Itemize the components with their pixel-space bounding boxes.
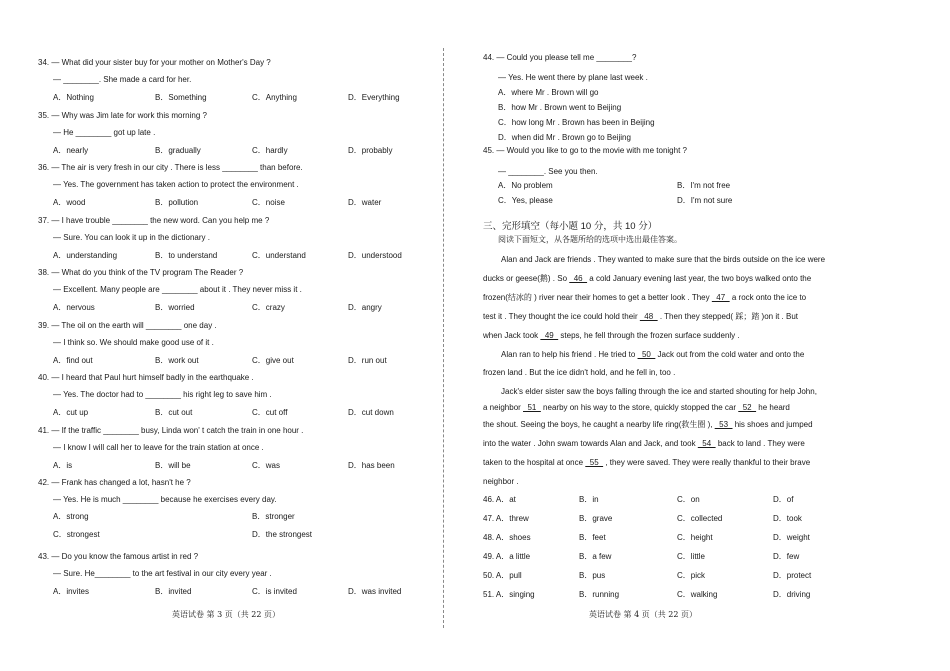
question-text: 39. — The oil on the earth will ________ one day . xyxy=(38,321,217,330)
passage-line: Alan and Jack are friends . They wanted to make sure that the birds outside on the ice were xyxy=(501,255,826,264)
cloze-blank: 51 xyxy=(523,403,541,412)
cloze-blank: 48 xyxy=(639,312,658,321)
passage-line: test it . They thought the ice could hold their 48 . Then they stepped( 踩；踏 )on it . But xyxy=(483,312,799,321)
option: C．strongest xyxy=(53,530,100,539)
option: C．is invited xyxy=(252,587,297,596)
cloze-option: C．pick xyxy=(677,571,706,580)
option: A．find out xyxy=(53,356,93,365)
answer-line: — Excellent. Many people are ________ about it . They never miss it . xyxy=(53,285,302,294)
cloze-blank: 54 xyxy=(697,439,716,448)
answer-line: — He ________ got up late . xyxy=(53,128,156,137)
column-divider xyxy=(443,48,444,628)
question-text: 41. — If the traffic ________ busy, Linda won' t catch the train in one hour . xyxy=(38,426,304,435)
passage-line: ducks or geese(鹅) . So 46 a cold January evening last year, the two boys walked onto the xyxy=(483,274,812,283)
answer-line: — Yes. He went there by plane last week . xyxy=(498,73,648,82)
option: D．probably xyxy=(348,146,393,155)
cloze-option: D．of xyxy=(773,495,794,504)
option: B．to understand xyxy=(155,251,218,260)
passage-line: frozen(结冰的 ) river near their homes to get a better look . They 47 a rock onto the ice to xyxy=(483,293,807,302)
question-text: 43. — Do you know the famous artist in red ? xyxy=(38,552,199,561)
cloze-option: B．grave xyxy=(579,514,613,523)
passage-line: a neighbor 51 nearby on his way to the store, quickly stopped the car 52 he heard xyxy=(483,403,790,412)
option: B．work out xyxy=(155,356,199,365)
option: A．No problem xyxy=(498,181,553,190)
cloze-option: 50. A．pull xyxy=(483,571,522,580)
passage-line: frozen land . But the ice didn't hold, and he fell in, too . xyxy=(483,368,676,377)
option: C．understand xyxy=(252,251,306,260)
option: A．wood xyxy=(53,198,86,207)
option: D．when did Mr . Brown go to Beijing xyxy=(498,133,631,142)
option: A．is xyxy=(53,461,73,470)
option: C．hardly xyxy=(252,146,288,155)
option: A．where Mr . Brown will go xyxy=(498,88,599,97)
cloze-option: B．running xyxy=(579,590,620,599)
question-text: 35. — Why was Jim late for work this morning ? xyxy=(38,111,207,120)
cloze-option: D．took xyxy=(773,514,802,523)
passage-line: when Jack took 49 steps, he fell through the frozen surface suddenly . xyxy=(483,331,740,340)
answer-line: — Sure. He________ to the art festival in our city every year . xyxy=(53,569,272,578)
option: C．crazy xyxy=(252,303,285,312)
cloze-blank: 52 xyxy=(738,403,757,412)
answer-line: — I know I will call her to leave for the train station at once . xyxy=(53,443,264,452)
option: B．stronger xyxy=(252,512,295,521)
option: C．give out xyxy=(252,356,294,365)
question-text: 45. — Would you like to go to the movie with me tonight ? xyxy=(483,146,687,155)
cloze-option: C．on xyxy=(677,495,700,504)
option: D．cut down xyxy=(348,408,394,417)
cloze-option: C．height xyxy=(677,533,713,542)
option: D．run out xyxy=(348,356,387,365)
passage-line: Alan ran to help his friend . He tried to 50 Jack out from the cold water and onto the xyxy=(501,350,805,359)
cloze-option: C．walking xyxy=(677,590,718,599)
passage-line: taken to the hospital at once 55 , they were saved. They were really thankful to their brave xyxy=(483,458,811,467)
page-footer-right: 英语试卷 第 4 页（共 22 页） xyxy=(589,610,697,619)
answer-line: — Yes. He is much ________ because he exercises every day. xyxy=(53,495,277,504)
option: B．I'm not free xyxy=(677,181,731,190)
option: B．cut out xyxy=(155,408,193,417)
cloze-option: C．collected xyxy=(677,514,723,523)
cloze-option: 47. A．threw xyxy=(483,514,529,523)
passage-line: Jack's elder sister saw the boys falling through the ice and started shouting for help John, xyxy=(501,387,817,396)
option: B．pollution xyxy=(155,198,199,207)
answer-line: — Sure. You can look it up in the dictionary . xyxy=(53,233,210,242)
cloze-option: B．feet xyxy=(579,533,606,542)
question-text: 37. — I have trouble ________ the new word. Can you help me ? xyxy=(38,216,270,225)
option: B．invited xyxy=(155,587,192,596)
cloze-blank: 46 xyxy=(569,274,588,283)
option: B．how Mr . Brown went to Beijing xyxy=(498,103,622,112)
answer-line: — ________. See you then. xyxy=(498,167,598,176)
option: A．cut up xyxy=(53,408,89,417)
cloze-blank: 50 xyxy=(637,350,656,359)
cloze-option: B．a few xyxy=(579,552,612,561)
option: D．angry xyxy=(348,303,382,312)
question-text: 40. — I heard that Paul hurt himself badly in the earthquake . xyxy=(38,373,254,382)
option: C．noise xyxy=(252,198,285,207)
option: D．I'm not sure xyxy=(677,196,733,205)
cloze-blank: 49 xyxy=(540,331,559,340)
section-title: 三、完形填空（每小题 10 分，共 10 分） xyxy=(483,221,658,232)
option: C．Anything xyxy=(252,93,297,102)
option: C．was xyxy=(252,461,281,470)
section-instruction: 阅读下面短文，从各题所给的选项中选出最佳答案。 xyxy=(498,235,682,244)
cloze-option: 46. A．at xyxy=(483,495,516,504)
cloze-option: C．little xyxy=(677,552,706,561)
option: D．understood xyxy=(348,251,402,260)
answer-line: — ________. She made a card for her. xyxy=(53,75,192,84)
cloze-option: 48. A．shoes xyxy=(483,533,531,542)
cloze-blank: 53 xyxy=(714,420,733,429)
answer-line: — Yes. The doctor had to ________ his right leg to save him . xyxy=(53,390,272,399)
passage-line: neighbor . xyxy=(483,477,519,486)
cloze-option: D．weight xyxy=(773,533,810,542)
option: D．was invited xyxy=(348,587,402,596)
cloze-option: D．protect xyxy=(773,571,812,580)
option: A．Nothing xyxy=(53,93,94,102)
option: D．has been xyxy=(348,461,395,470)
option: B．will be xyxy=(155,461,191,470)
option: A．strong xyxy=(53,512,89,521)
cloze-blank: 47 xyxy=(711,293,730,302)
option: D．Everything xyxy=(348,93,400,102)
option: A．nearly xyxy=(53,146,89,155)
answer-line: — I think so. We should make good use of it . xyxy=(53,338,214,347)
question-text: 38. — What do you think of the TV program The Reader ? xyxy=(38,268,244,277)
cloze-option: D．few xyxy=(773,552,800,561)
option: C．Yes, please xyxy=(498,196,553,205)
passage-line: the shout. Seeing the boys, he caught a nearby life ring(救生圈 ), 53 his shoes and jumped xyxy=(483,420,813,429)
option: B．worried xyxy=(155,303,195,312)
option: D．water xyxy=(348,198,382,207)
option: A．nervous xyxy=(53,303,95,312)
question-text: 42. — Frank has changed a lot, hasn't he ? xyxy=(38,478,191,487)
option: C．cut off xyxy=(252,408,288,417)
cloze-blank: 55 xyxy=(585,458,604,467)
question-text: 44. — Could you please tell me ________? xyxy=(483,53,637,62)
option: A．understanding xyxy=(53,251,118,260)
cloze-option: B．in xyxy=(579,495,599,504)
option: B．Something xyxy=(155,93,207,102)
option: C．how long Mr . Brown has been in Beijing xyxy=(498,118,655,127)
question-text: 36. — The air is very fresh in our city . There is less ________ than before. xyxy=(38,163,303,172)
option: D．the strongest xyxy=(252,530,313,539)
cloze-option: B．pus xyxy=(579,571,606,580)
cloze-option: D．driving xyxy=(773,590,811,599)
cloze-option: 49. A．a little xyxy=(483,552,531,561)
question-text: 34. — What did your sister buy for your mother on Mother's Day ? xyxy=(38,58,271,67)
answer-line: — Yes. The government has taken action to protect the environment . xyxy=(53,180,299,189)
cloze-option: 51. A．singing xyxy=(483,590,535,599)
page-footer-left: 英语试卷 第 3 页（共 22 页） xyxy=(172,610,280,619)
option: A．invites xyxy=(53,587,90,596)
option: B．gradually xyxy=(155,146,201,155)
passage-line: into the water . John swam towards Alan and Jack, and took 54 back to land . They were xyxy=(483,439,805,448)
